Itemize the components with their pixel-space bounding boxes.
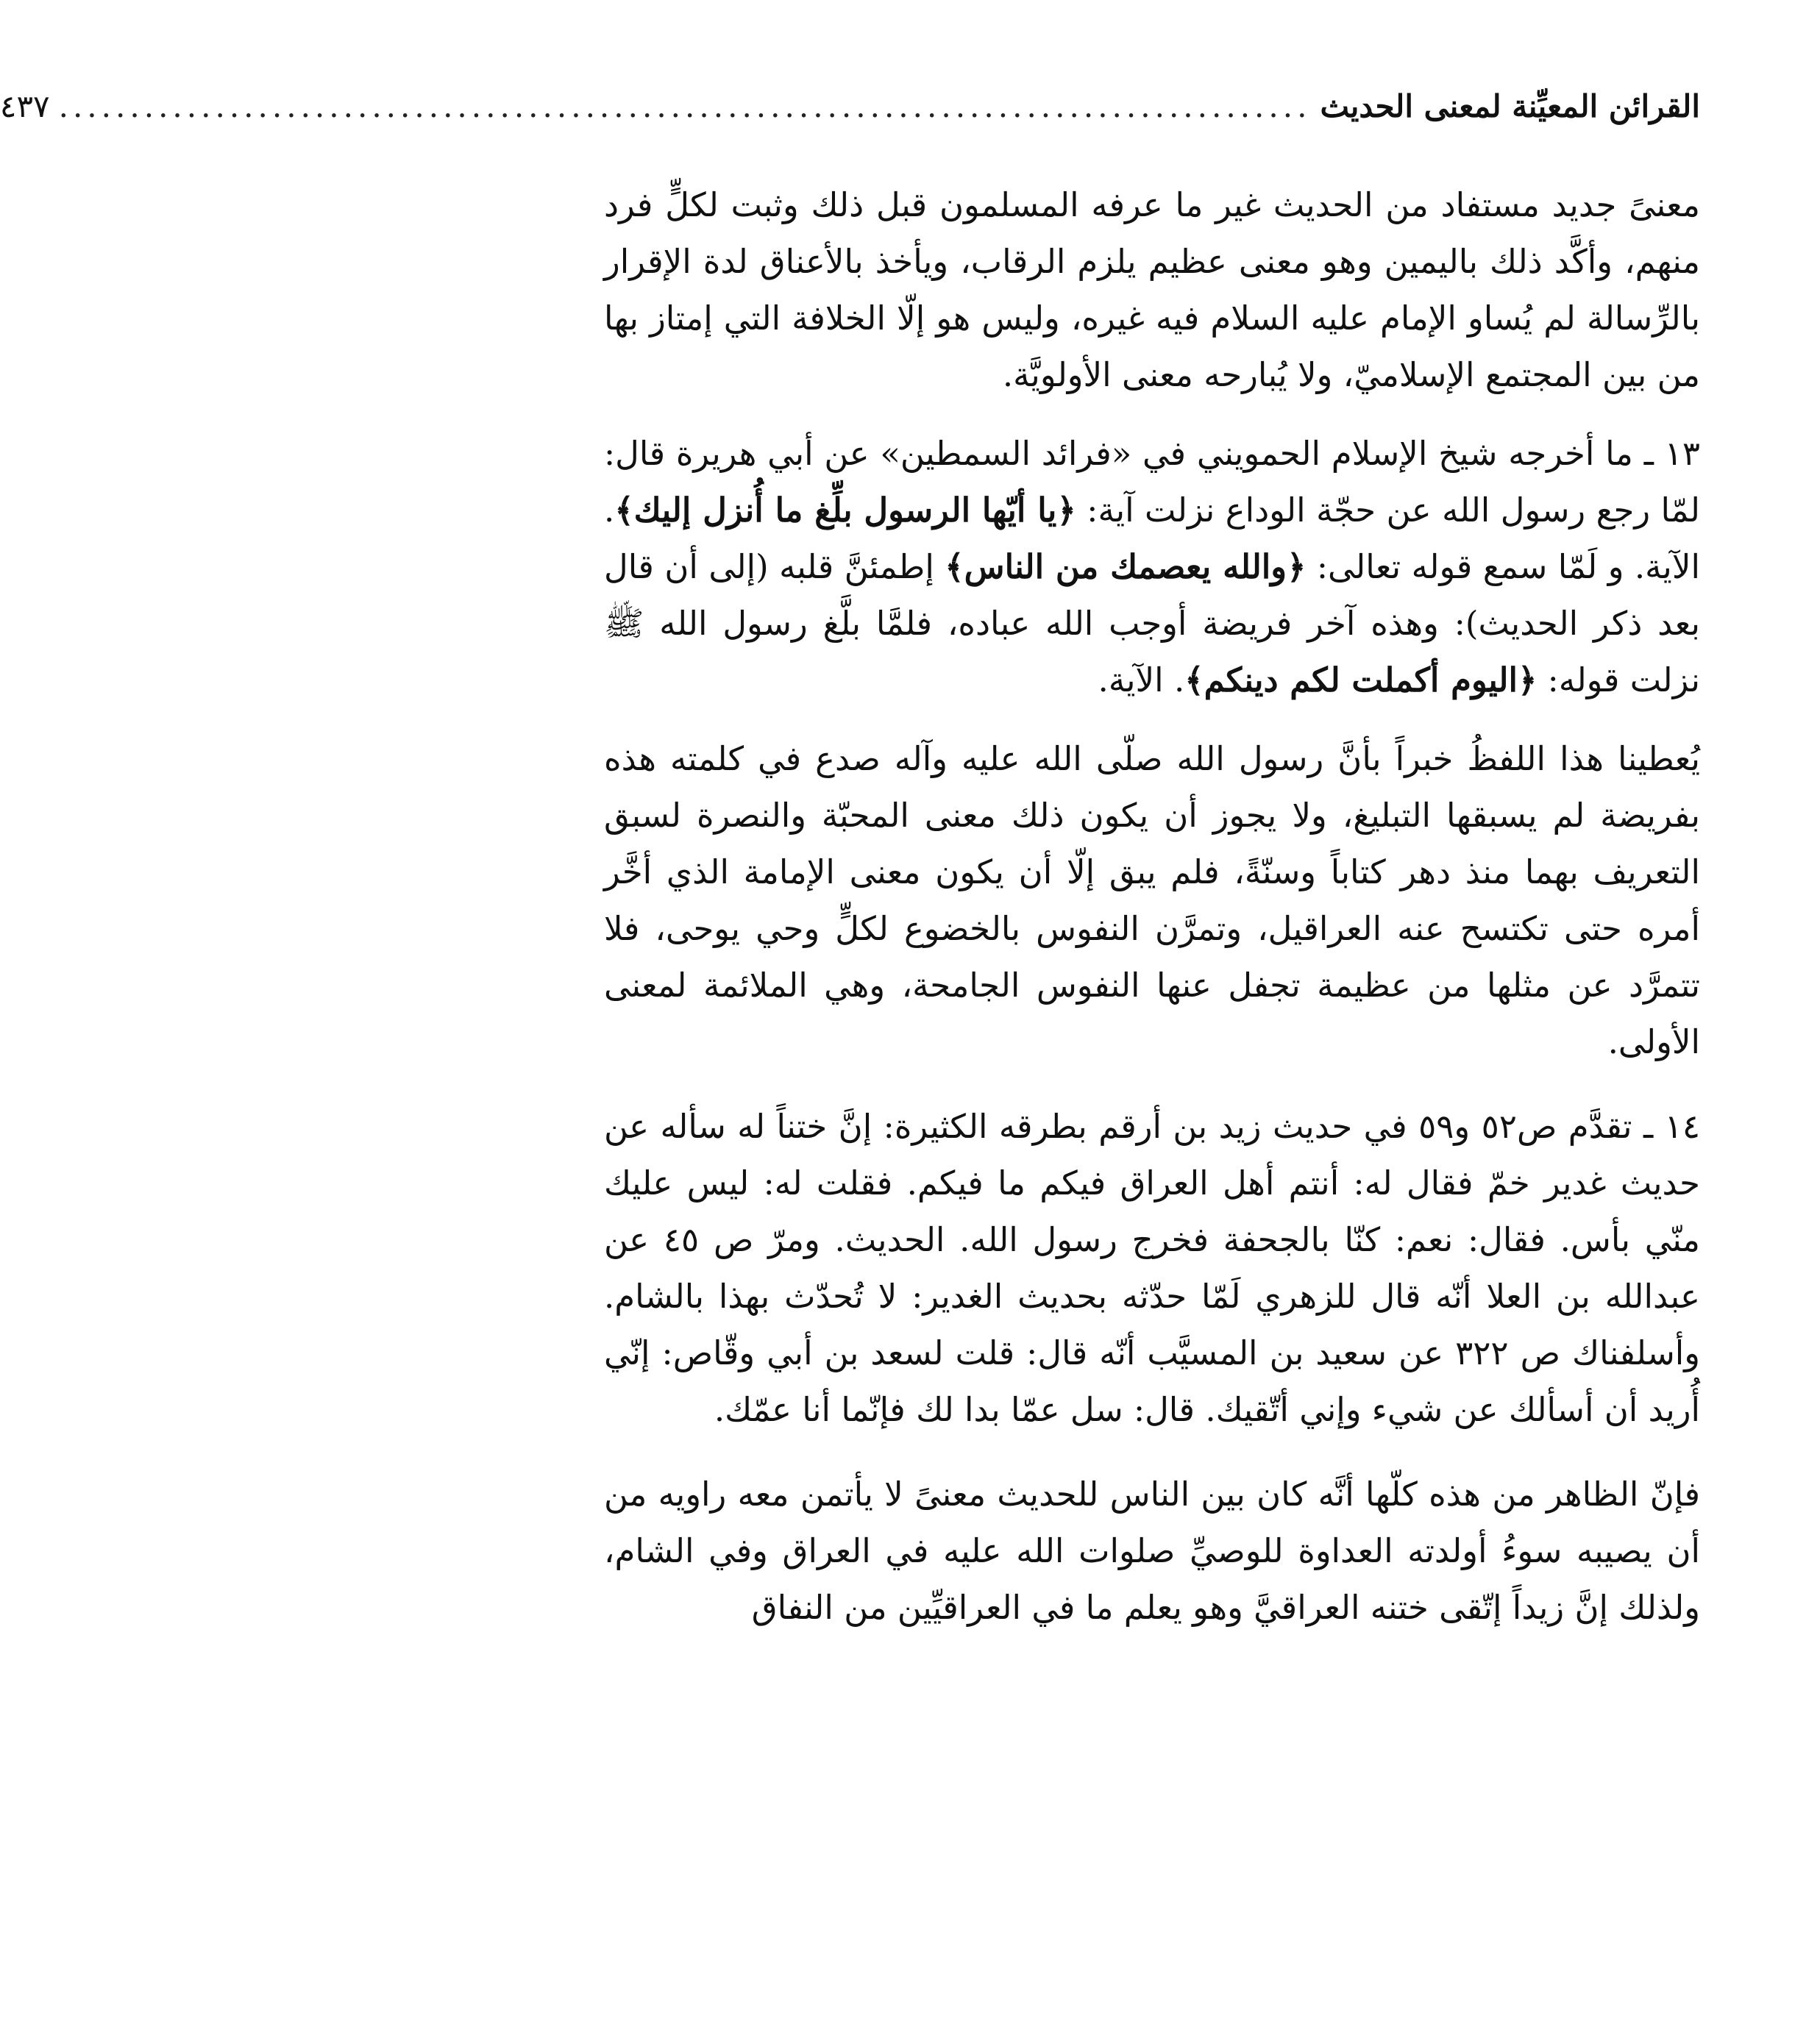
quran-verse: ﴿اليوم أكملت لكم دينكم﴾ <box>1184 660 1538 699</box>
running-header <box>0 88 1700 147</box>
text-span: فإنّ الظاهر من هذه كلّها أنَّه كان بين الناس للحديث معنىً لا يأتمن معه راويه من أن يصيبه سوءُ أولدته العداوة للوصيِّ صلوات الله عليه في العراق وفي الشام، ولذلك إنَّ زيداً إتّقى ختنه العراقيَّ وهو يعلم ما في العراقيِّين من النفاق <box>604 1475 1700 1627</box>
text-span: . الآية. و لَمّا سمع قوله تعالى: <box>604 491 1700 586</box>
page-number: ٤٣٧ <box>0 88 50 124</box>
paragraph-5 <box>604 1466 1700 1636</box>
chapter-title: القرائن المعيِّنة لمعنى الحديث <box>1320 88 1700 124</box>
body-text <box>604 177 1700 1636</box>
paragraph-1 <box>604 177 1700 403</box>
text-span: معنىً جديد مستفاد من الحديث غير ما عرفه المسلمون قبل ذلك وثبت لكلٍّ فرد منهم، وأكَّد ذلك باليمين وهو معنى عظيم يلزم الرقاب، ويأخذ بالأعناق لدة الإقرار بالرِّسالة لم يُساو الإمام عليه السلام فيه غيره، وليس هو إلّا الخلافة التي إمتاز بها من بين المجتمع الإسلاميّ، ولا يُبارحه معنى الأولويَّة. <box>604 185 1700 394</box>
text-span: يُعطينا هذا اللفظُ خبراً بأنَّ رسول الله صلّى الله عليه وآله صدع في كلمته هذه بفريضة لم يسبقها التبليغ، ولا يجوز أن يكون ذلك معنى المحبّة والنصرة لسبق التعريف بهما منذ دهر كتاباً وسنّةً، فلم يبق إلّا أن يكون معنى الإمامة الذي أخَّر أمره حتى تكتسح عنه العراقيل، وتمرَّن النفوس بالخضوع لكلٍّ وحي يوحى، فلا تتمرَّد عن مثلها من عظيمة تجفل عنها النفوس الجامحة، وهي الملائمة لمعنى الأولى. <box>604 739 1700 1061</box>
text-span: ١٤ ـ تقدَّم ص٥٢ و٥٩ في حديث زيد بن أرقم بطرقه الكثيرة: إنَّ ختناً له سأله عن حديث غدير خمّ فقال له: أنتم أهل العراق فيكم ما فيكم. فقلت له: ليس عليك منّي بأس. فقال: نعم: كنّا بالجحفة فخرج رسول الله. الحديث. ومرّ ص ٤٥ عن عبدالله بن العلا أنّه قال للزهري لَمّا حدّثه بحديث الغدير: لا تُحدّث بهذا بالشام. وأسلفناك ص ٣٢٢ عن سعيد بن المسيَّب أنّه قال: قلت لسعد بن أبي وقّاص: إنّي أُريد أن أسألك عن شيء وإني أتّقيك. قال: سل عمّا بدا لك فإنّما أنا عمّك. <box>604 1107 1701 1429</box>
text-span: . الآية. <box>1098 660 1185 699</box>
text-span: ١٣ ـ ما أخرجه شيخ الإسلام الحمويني في «فرائد السمطين» عن أبي هريرة قال: لمّا رجع رسول الله عن حجّة الوداع نزلت آية: <box>604 434 1700 530</box>
book-page <box>0 88 1701 2001</box>
dot-leader: ........................................................................................ <box>58 88 1312 124</box>
quran-verse: ﴿والله يعصمك من الناس﴾ <box>945 547 1307 586</box>
quran-verse: ﴿يا أيّها الرسول بلِّغ ما أُنزل إليك﴾ <box>614 491 1076 530</box>
paragraph-4 <box>604 1098 1700 1438</box>
text-span: إطمئنَّ قلبه (إلى أن قال بعد ذكر الحديث): وهذه آخر فريضة أوجب الله عباده، فلمَّا بلَّغ رسول الله ﷺ نزلت قوله: <box>604 547 1700 699</box>
paragraph-3 <box>604 730 1700 1070</box>
paragraph-2 <box>604 425 1700 708</box>
